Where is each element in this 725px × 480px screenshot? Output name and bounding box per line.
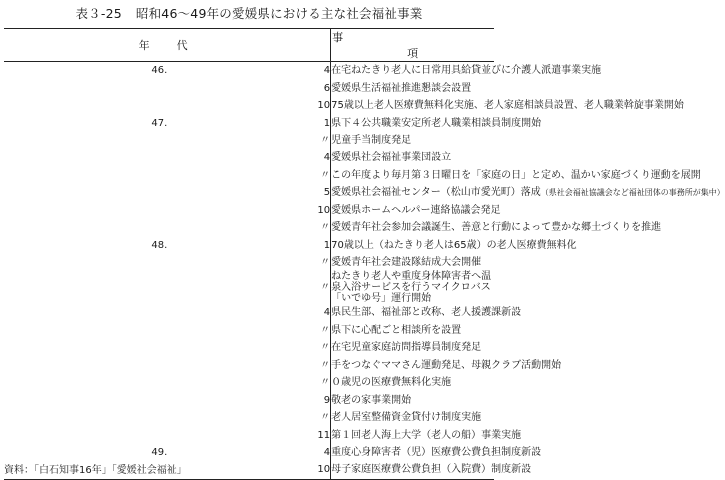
- table-row: [4, 391, 494, 408]
- table-row: [4, 409, 494, 426]
- source-note: 資料：「白石知事16年」「愛媛社会福祉」: [4, 465, 187, 476]
- event-cell: 手をつなぐママさん運動発足、母親クラブ活動開始: [331, 359, 562, 371]
- month-cell: 10: [167, 202, 330, 219]
- year-cell: [4, 184, 167, 201]
- event-cell: 県下に心配ごと相談所を設置: [331, 324, 462, 336]
- year-cell: [4, 254, 167, 271]
- month-cell: 〃: [167, 357, 330, 374]
- event-cell: 敬老の家事業開始: [331, 394, 412, 406]
- year-cell: [4, 79, 167, 96]
- table-number: 表３-25: [75, 6, 122, 21]
- event-cell: 老人居室整備資金貸付け制度実施: [331, 412, 482, 424]
- header-row: [4, 29, 494, 62]
- month-cell: 11: [167, 426, 330, 443]
- month-cell: 〃: [167, 271, 330, 304]
- month-cell: 4: [167, 149, 330, 166]
- welfare-events-table: [4, 28, 725, 480]
- event-cell: 第１回老人海上大学（老人の船）事業実施: [331, 429, 522, 441]
- year-cell: [4, 357, 167, 374]
- table-title: [0, 4, 498, 22]
- year-cell: [4, 339, 167, 356]
- event-cell: ０歳児の医療費無料化実施: [331, 377, 452, 389]
- event-cell: 児童手当制度発足: [331, 134, 412, 146]
- event-note: （県社会福祉協議会など福祉団体の事務所が集中）: [540, 188, 725, 198]
- year-cell: [4, 167, 167, 184]
- event-cell: 愛媛県社会福祉事業団設立: [331, 152, 452, 164]
- month-cell: 4: [167, 444, 330, 461]
- year-cell: [4, 374, 167, 391]
- event-cell: 母子家庭医療費公費負担（入院費）制度新設: [331, 461, 494, 479]
- table-row: [4, 62, 494, 80]
- month-cell: 5: [167, 184, 330, 201]
- month-cell: 4: [167, 62, 330, 80]
- month-cell: 10: [167, 461, 330, 479]
- event-cell: 愛媛県生活福祉推進懇談会設置: [331, 82, 472, 94]
- event-cell: 70歳以上（ねたきり老人は65歳）の老人医療費無料化: [331, 239, 577, 251]
- event-cell: 重度心身障害者（児）医療費公費負担制度新設: [331, 446, 542, 458]
- month-cell: 9: [167, 391, 330, 408]
- month-cell: 〃: [167, 409, 330, 426]
- year-cell: [4, 202, 167, 219]
- month-cell: 4: [167, 304, 330, 321]
- table-row: [4, 357, 494, 374]
- header-era: 年 代: [4, 29, 331, 62]
- year-cell: [4, 304, 167, 321]
- month-cell: 〃: [167, 254, 330, 271]
- event-cell: 県民生部、福祉部と改称、老人援護課新設: [331, 307, 522, 319]
- year-cell: 48.: [151, 239, 168, 251]
- event-cell: 愛媛青年社会建設隊結成大会開催: [331, 257, 482, 269]
- year-cell: 46.: [151, 65, 168, 77]
- year-cell: [4, 409, 167, 426]
- table-row: [4, 132, 494, 149]
- table-row: [4, 271, 494, 304]
- header-item-b: 項: [407, 47, 419, 60]
- event-cell: 在宅児童家庭訪問指導員制度発足: [331, 342, 482, 354]
- header-item-a: 事: [332, 31, 344, 44]
- table-row: [4, 322, 494, 339]
- table-row: [4, 149, 494, 166]
- table-row: [4, 219, 494, 236]
- table-row: [4, 114, 494, 131]
- table-row: [4, 254, 494, 271]
- year-cell: 49.: [151, 446, 168, 458]
- month-cell: 〃: [167, 167, 330, 184]
- year-cell: [4, 426, 167, 443]
- event-cell: 愛媛県ホームヘルパー連絡協議会発足: [331, 204, 501, 216]
- table-row: [4, 184, 494, 201]
- table-row: [4, 339, 494, 356]
- table-row: [4, 167, 494, 184]
- year-cell: [4, 97, 167, 114]
- month-cell: 〃: [167, 219, 330, 236]
- header-items: [331, 29, 494, 62]
- event-cell: ねたきり老人や重度身体障害者へ温泉入浴サービスを行うマイクロバス「いでゆ号」運行開始: [331, 271, 492, 305]
- event-cell: 在宅ねたきり老人に日常用具給貸並びに介護人派遣事業実施: [331, 65, 602, 77]
- event-cell: [331, 184, 725, 201]
- table-row: [4, 202, 494, 219]
- table-row: [4, 236, 494, 253]
- year-cell: [4, 149, 167, 166]
- year-cell: [4, 132, 167, 149]
- event-cell: 愛媛青年社会参加会議誕生、善意と行動によって豊かな郷土づくりを推進: [331, 222, 662, 234]
- year-cell: [4, 271, 167, 304]
- event-text: 愛媛県社会福祉センター（松山市愛光町）落成: [331, 187, 541, 199]
- month-cell: 〃: [167, 132, 330, 149]
- month-cell: 10: [167, 97, 330, 114]
- event-cell: この年度より毎月第３日曜日を「家庭の日」と定め、温かい家庭づくり運動を展開: [331, 169, 701, 181]
- table-row: [4, 304, 494, 321]
- table-row: [4, 444, 494, 461]
- event-cell: 75歳以上老人医療費無料化実施、老人家庭相談員設置、老人職業斡旋事業開始: [331, 100, 684, 112]
- month-cell: 1: [167, 236, 330, 253]
- month-cell: 〃: [167, 374, 330, 391]
- table-row: [4, 426, 494, 443]
- table-row: [4, 97, 494, 114]
- table-title-text: 昭和46～49年の愛媛県における主な社会福祉事業: [135, 6, 423, 21]
- table-row: [4, 374, 494, 391]
- year-cell: [4, 219, 167, 236]
- month-cell: 6: [167, 79, 330, 96]
- table-row: [4, 79, 494, 96]
- month-cell: 〃: [167, 339, 330, 356]
- year-cell: 47.: [151, 117, 168, 129]
- month-cell: 〃: [167, 322, 330, 339]
- event-cell: 県下４公共職業安定所老人職業相談員制度開始: [331, 117, 542, 129]
- year-cell: [4, 391, 167, 408]
- year-cell: [4, 322, 167, 339]
- month-cell: 1: [167, 114, 330, 131]
